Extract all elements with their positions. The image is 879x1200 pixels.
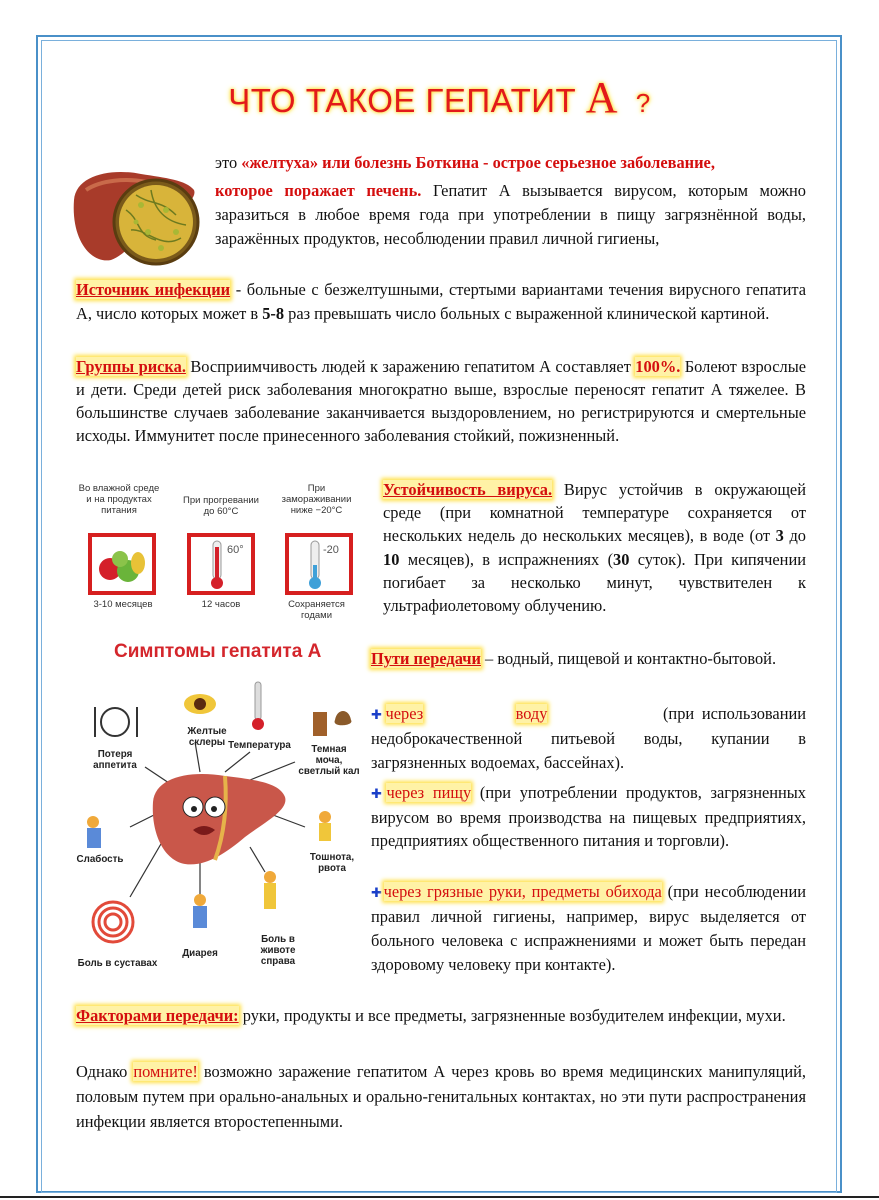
arrow-icon: ✚	[371, 707, 386, 722]
resistance-duration-3: Сохраняется годами	[288, 599, 345, 621]
symptom-sclera-label: Желтые склеры	[187, 726, 227, 748]
symptom-joints-label: Боль в суставах	[77, 958, 158, 969]
arrow-icon: ✚	[371, 885, 384, 900]
symptoms-figure	[75, 672, 365, 982]
symptom-temperature-label: Температура	[228, 740, 291, 751]
symptom-appetite-label: Потеря аппетита	[93, 749, 137, 771]
title-letter: А	[585, 73, 619, 122]
page-title	[0, 72, 879, 123]
title-question-mark: ?	[635, 87, 651, 118]
risk-paragraph: Группы риска. Восприимчивость людей к заражению гепатитом А составляет 100%. Болеют взрослые и дети. Среди детей риск заболевания многократно выше, взрослые переносят гепатит А тяжелее. В большинстве случаев заболевание заканчивается выздоровлением, но регистрируются и смертельные исходы. Иммунитет после принесенного заболевания стойкий, пожизненный.	[76, 357, 806, 445]
risk-label: Группы риска.	[76, 357, 186, 376]
factors-paragraph: Факторами передачи: руки, продукты и все предметы, загрязненные возбудителем инфекции, мухи.	[76, 1006, 786, 1025]
source-paragraph: Источник инфекции - больные с безжелтушными, стертыми вариантами течения вирусного гепатита А, число которых может в 5-8 раз превышать число больных с выраженной клинической картиной.	[76, 280, 806, 323]
resistance-caption-3: При замораживании ниже −20°С	[281, 483, 352, 516]
svg-text:60°: 60°	[227, 544, 244, 556]
note-label: помните!	[133, 1062, 198, 1081]
symptom-abdominal-pain-label: Боль в животе справа	[260, 934, 296, 967]
arrow-icon: ✚	[371, 786, 387, 801]
symptom-diarrhea-label: Диарея	[182, 948, 218, 959]
transmission-food: ✚через пищу (при употреблении продуктов, загрязненных вирусом во время производства на пищевых предприятиях, предприятиях общественного питания и торговли).	[371, 783, 806, 850]
intro-paragraph-cont: которое поражает печень. Гепатит А вызывается вирусом, которым можно заразиться в любое время года при употреблении в пищу загрязнённой воды, заражённых продуктов, несоблюдении правил личной гигиены,	[215, 181, 806, 248]
note-paragraph: Однако помните! возможно заражение гепатитом А через кровь во время медицинских манипуляций, половым путем при орально-анальных и орально-генитальных контактах, но эти пути распространения инфекции является второстепенными.	[76, 1062, 806, 1131]
liver-illustration	[66, 160, 206, 270]
intro-paragraph: это «желтуха» или болезнь Боткина - острое серьезное заболевание,	[215, 153, 715, 172]
resistance-label: Устойчивость вируса.	[383, 480, 553, 499]
source-label: Источник инфекции	[76, 280, 231, 299]
resistance-duration-1: 3-10 месяцев	[93, 599, 153, 610]
svg-text:-20: -20	[323, 544, 339, 556]
risk-percent: 100%.	[635, 357, 681, 376]
symptom-urine-label: Темная моча, светлый кал	[298, 744, 360, 777]
transmission-paragraph: Пути передачи – водный, пищевой и контактно-бытовой.	[371, 649, 777, 668]
symptoms-diagram	[75, 672, 365, 982]
resistance-paragraph: Устойчивость вируса. Вирус устойчив в окружающей среде (при комнатной температуре сохраняется от нескольких недель до нескольких месяцев), в воде (от 3 до 10 месяцев), в испражнениях (30 суток). При кипячении погибает за несколько минут, чувствителен к ультрафиолетовому облучению.	[383, 480, 806, 616]
transmission-hands: ✚через грязные руки, предметы обихода (при несоблюдении правил личной гигиены, например, вирус выделяется от больного человека с испражнениями и может быть передан здоровому человеку при контакте).	[371, 882, 806, 974]
transmission-water: ✚через воду (при использовании недоброкачественной питьевой воды, купании в загрязненных водоемах, бассейнах).	[371, 704, 807, 772]
symptoms-title: Симптомы гепатита А	[114, 641, 322, 662]
resistance-caption-2: При прогревании до 60°С	[183, 495, 259, 517]
title-text: ЧТО ТАКОЕ ГЕПАТИТ	[228, 82, 577, 119]
virus-resistance-figure	[78, 483, 368, 623]
thermometer-cold-icon	[285, 533, 353, 595]
resistance-caption-1: Во влажной среде и на продуктах питания	[78, 483, 160, 516]
page-bottom-line	[0, 1196, 879, 1198]
transmission-label: Пути передачи	[371, 649, 481, 668]
fruit-icon	[88, 533, 156, 595]
symptom-weakness-label: Слабость	[76, 854, 124, 865]
resistance-duration-2: 12 часов	[201, 599, 241, 610]
thermometer-hot-icon	[187, 533, 255, 595]
symptom-nausea-label: Тошнота, рвота	[309, 852, 355, 874]
factors-label: Факторами передачи:	[76, 1006, 239, 1025]
